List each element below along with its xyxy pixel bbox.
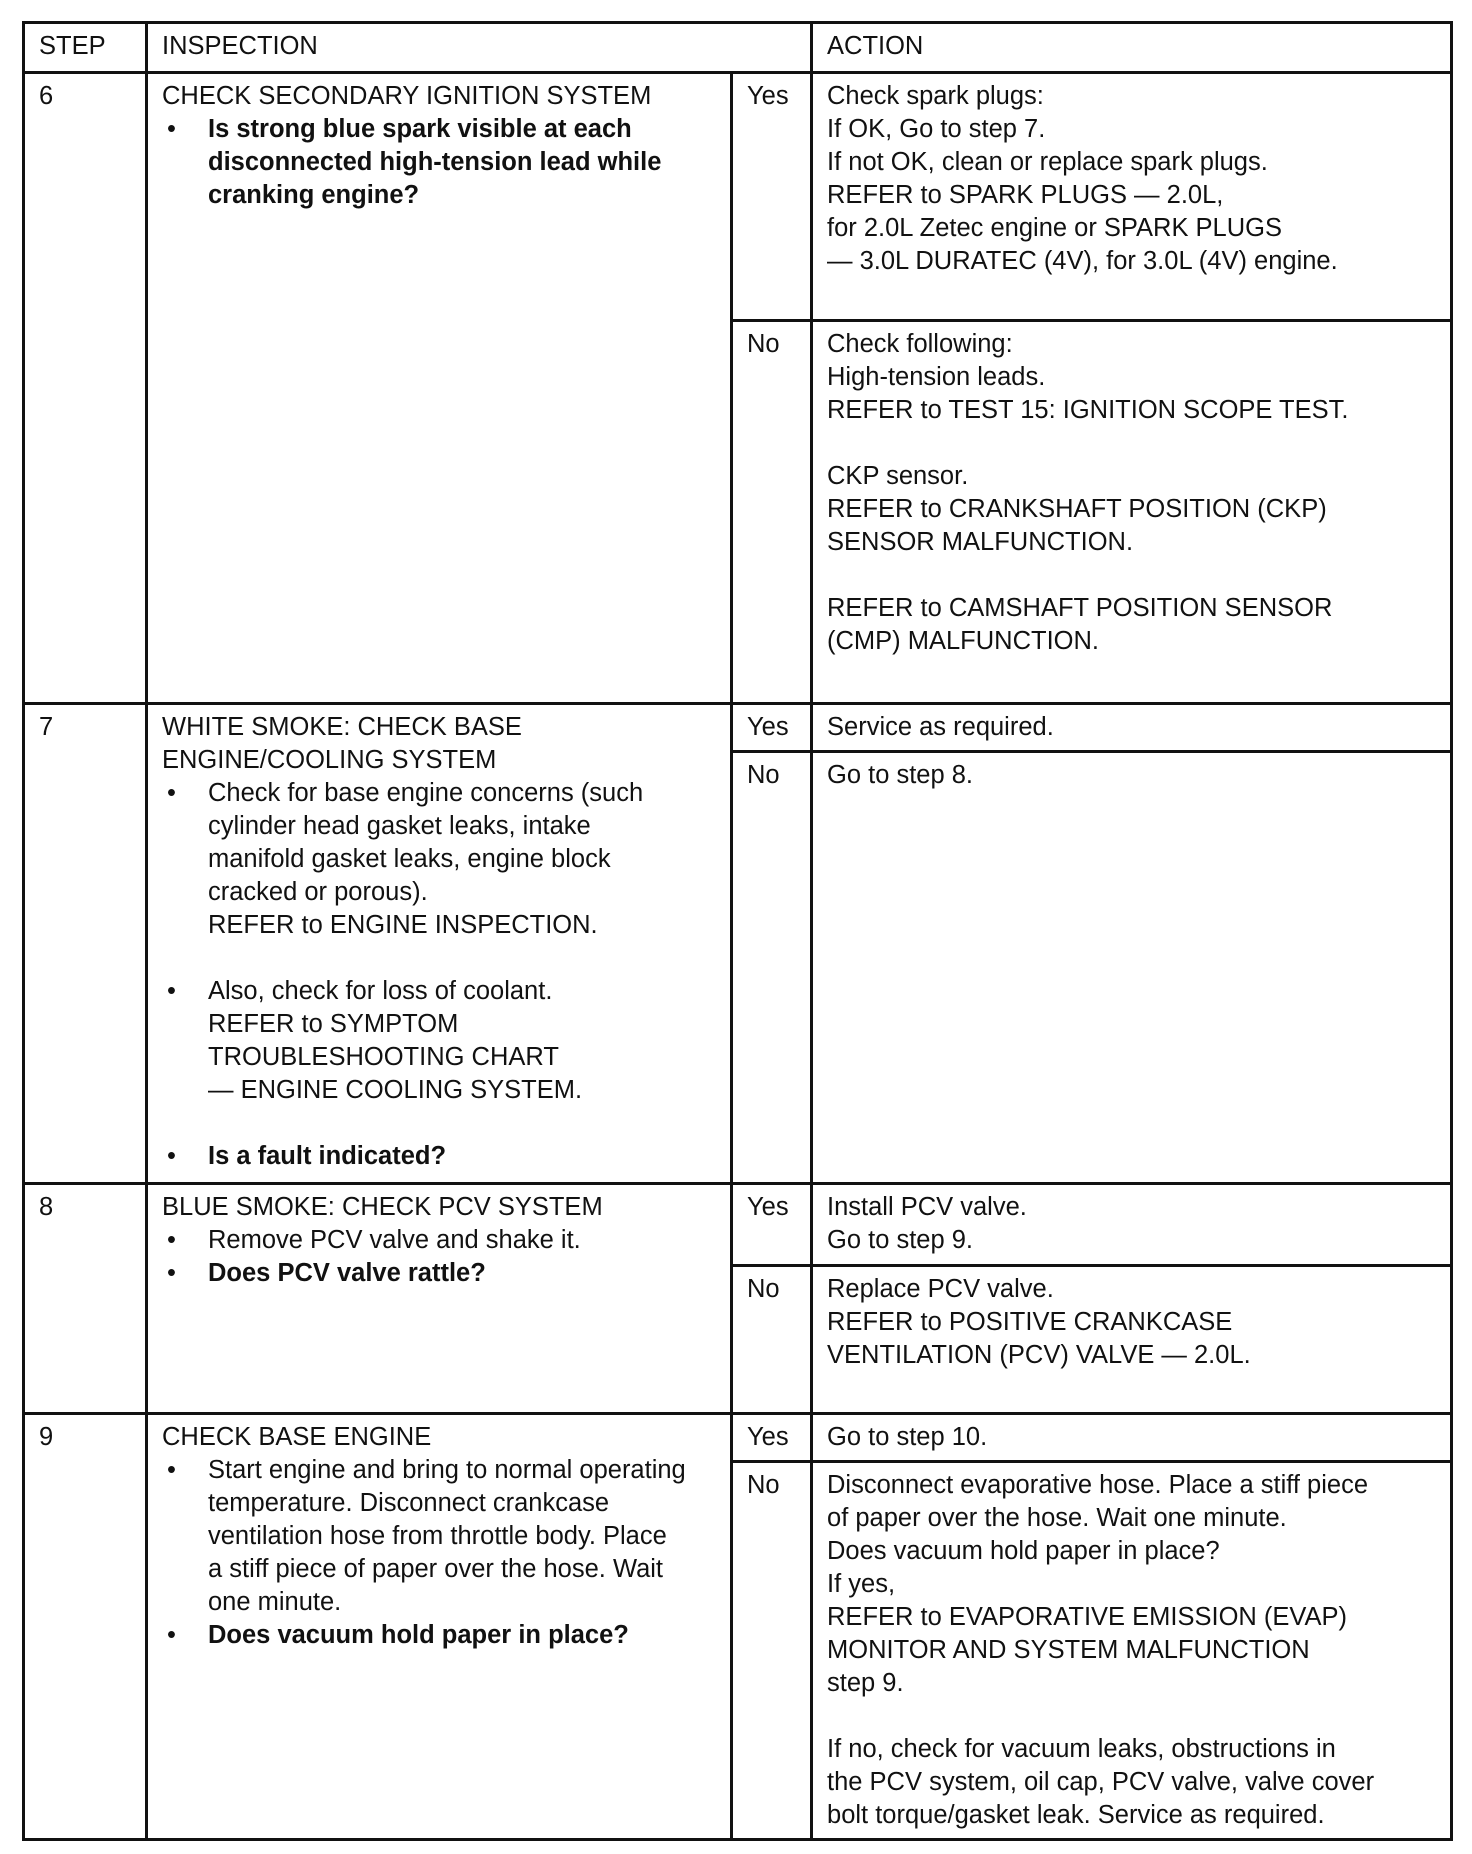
step-6-row-yes: [24, 73, 1452, 321]
step-6-yes-action: [812, 73, 1452, 321]
bullet-line: cylinder head gasket leaks, intake: [208, 812, 591, 840]
step-number: 8: [24, 1184, 147, 1414]
action-line: MONITOR AND SYSTEM MALFUNCTION: [827, 1636, 1310, 1664]
action-line: REFER to EVAPORATIVE EMISSION (EVAP): [827, 1603, 1348, 1631]
diagnostic-table: [22, 21, 1453, 1841]
action-line: If yes,: [827, 1570, 896, 1598]
step-number: 9: [24, 1414, 147, 1840]
bullet-line: a stiff piece of paper over the hose. Wait: [208, 1555, 664, 1583]
bullet-item: [162, 777, 716, 942]
no-label: No: [732, 752, 812, 1184]
action-line: Disconnect evaporative hose. Place a stiff piece: [827, 1471, 1369, 1499]
bullet-item: [162, 1224, 716, 1257]
bullet-line: REFER to ENGINE INSPECTION.: [208, 911, 598, 939]
diagnostic-table-document: [22, 21, 1450, 1834]
action-line: (CMP) MALFUNCTION.: [827, 627, 1099, 655]
action-line: — 3.0L DURATEC (4V), for 3.0L (4V) engine.: [827, 247, 1338, 275]
bullet-icon: •: [167, 1226, 176, 1254]
bullet-icon: •: [167, 1621, 176, 1649]
action-line: REFER to TEST 15: IGNITION SCOPE TEST.: [827, 396, 1349, 424]
action-line: Install PCV valve.: [827, 1193, 1027, 1221]
action-line: If not OK, clean or replace spark plugs.: [827, 148, 1268, 176]
header-row: [24, 23, 1452, 73]
bullet-item: [162, 1619, 716, 1652]
yes-label: Yes: [732, 1414, 812, 1462]
bullet-line: cracked or porous).: [208, 878, 428, 906]
no-label: No: [732, 1266, 812, 1414]
step-9-row-yes: [24, 1414, 1452, 1462]
action-line: REFER to SPARK PLUGS — 2.0L,: [827, 181, 1224, 209]
step-8-yes-action: [812, 1184, 1452, 1266]
step-7-yes-action: Service as required.: [812, 704, 1452, 752]
action-line: High-tension leads.: [827, 363, 1046, 391]
bullet-line: Check for base engine concerns (such: [208, 779, 644, 807]
action-line: If OK, Go to step 7.: [827, 115, 1046, 143]
header-step: STEP: [24, 23, 147, 73]
action-line: Go to step 9.: [827, 1226, 974, 1254]
step-number: 6: [24, 73, 147, 704]
action-line: Check following:: [827, 330, 1013, 358]
action-line: SENSOR MALFUNCTION.: [827, 528, 1134, 556]
bullet-line: Start engine and bring to normal operating: [208, 1456, 686, 1484]
bullet-line: TROUBLESHOOTING CHART: [208, 1043, 559, 1071]
action-line: CKP sensor.: [827, 462, 969, 490]
action-line: REFER to CRANKSHAFT POSITION (CKP): [827, 495, 1327, 523]
no-label: No: [732, 321, 812, 704]
step-question: Is strong blue spark visible at each disconnected high-tension lead while cranking engine?: [208, 115, 662, 209]
bullet-line: temperature. Disconnect crankcase: [208, 1489, 610, 1517]
step-6-inspection: [147, 73, 732, 704]
bullet-icon: •: [167, 1456, 176, 1484]
bullet-icon: •: [167, 115, 176, 143]
action-line: Does vacuum hold paper in place?: [827, 1537, 1220, 1565]
bullet-line: one minute.: [208, 1588, 342, 1616]
header-action: ACTION: [812, 23, 1452, 73]
action-line: VENTILATION (PCV) VALVE — 2.0L.: [827, 1341, 1251, 1369]
step-6-no-action: [812, 321, 1452, 704]
step-title: BLUE SMOKE: CHECK PCV SYSTEM: [162, 1193, 603, 1221]
bullet-icon: •: [167, 1142, 176, 1170]
bullet-line: — ENGINE COOLING SYSTEM.: [208, 1076, 583, 1104]
yes-label: Yes: [732, 704, 812, 752]
action-line: bolt torque/gasket leak. Service as required.: [827, 1801, 1325, 1829]
bullet-icon: •: [167, 977, 176, 1005]
step-title: CHECK BASE ENGINE: [162, 1423, 432, 1451]
bullet-icon: •: [167, 1259, 176, 1287]
step-7-no-action: Go to step 8.: [812, 752, 1452, 1184]
bullet-item: [162, 1257, 716, 1290]
header-inspection: INSPECTION: [147, 23, 812, 73]
bullet-icon: •: [167, 779, 176, 807]
action-line: Check spark plugs:: [827, 82, 1044, 110]
step-9-no-action: [812, 1462, 1452, 1840]
step-9-yes-action: Go to step 10.: [812, 1414, 1452, 1462]
bullet-line: manifold gasket leaks, engine block: [208, 845, 611, 873]
bullet-line: Remove PCV valve and shake it.: [208, 1226, 581, 1254]
step-number: 7: [24, 704, 147, 1184]
action-line: of paper over the hose. Wait one minute.: [827, 1504, 1287, 1532]
action-line: the PCV system, oil cap, PCV valve, valve cover: [827, 1768, 1375, 1796]
yes-label: Yes: [732, 73, 812, 321]
bullet-item: [162, 113, 716, 212]
step-question: Does vacuum hold paper in place?: [208, 1621, 629, 1649]
bullet-item: [162, 975, 716, 1107]
step-question: Is a fault indicated?: [208, 1142, 447, 1170]
step-9-inspection: [147, 1414, 732, 1840]
step-7-inspection: [147, 704, 732, 1184]
yes-label: Yes: [732, 1184, 812, 1266]
action-line: step 9.: [827, 1669, 904, 1697]
step-title: WHITE SMOKE: CHECK BASE: [162, 713, 522, 741]
step-8-no-action: [812, 1266, 1452, 1414]
step-question: Does PCV valve rattle?: [208, 1259, 486, 1287]
step-7-row-yes: [24, 704, 1452, 752]
action-line: Replace PCV valve.: [827, 1275, 1054, 1303]
bullet-item: [162, 1454, 716, 1619]
step-8-row-yes: [24, 1184, 1452, 1266]
step-title: ENGINE/COOLING SYSTEM: [162, 746, 497, 774]
action-line: for 2.0L Zetec engine or SPARK PLUGS: [827, 214, 1282, 242]
step-title: CHECK SECONDARY IGNITION SYSTEM: [162, 82, 652, 110]
step-8-inspection: [147, 1184, 732, 1414]
action-line: REFER to POSITIVE CRANKCASE: [827, 1308, 1233, 1336]
action-line: REFER to CAMSHAFT POSITION SENSOR: [827, 594, 1333, 622]
no-label: No: [732, 1462, 812, 1840]
bullet-line: Also, check for loss of coolant.: [208, 977, 553, 1005]
bullet-line: REFER to SYMPTOM: [208, 1010, 459, 1038]
action-line: If no, check for vacuum leaks, obstructions in: [827, 1735, 1336, 1763]
bullet-line: ventilation hose from throttle body. Place: [208, 1522, 667, 1550]
bullet-item: [162, 1140, 716, 1173]
